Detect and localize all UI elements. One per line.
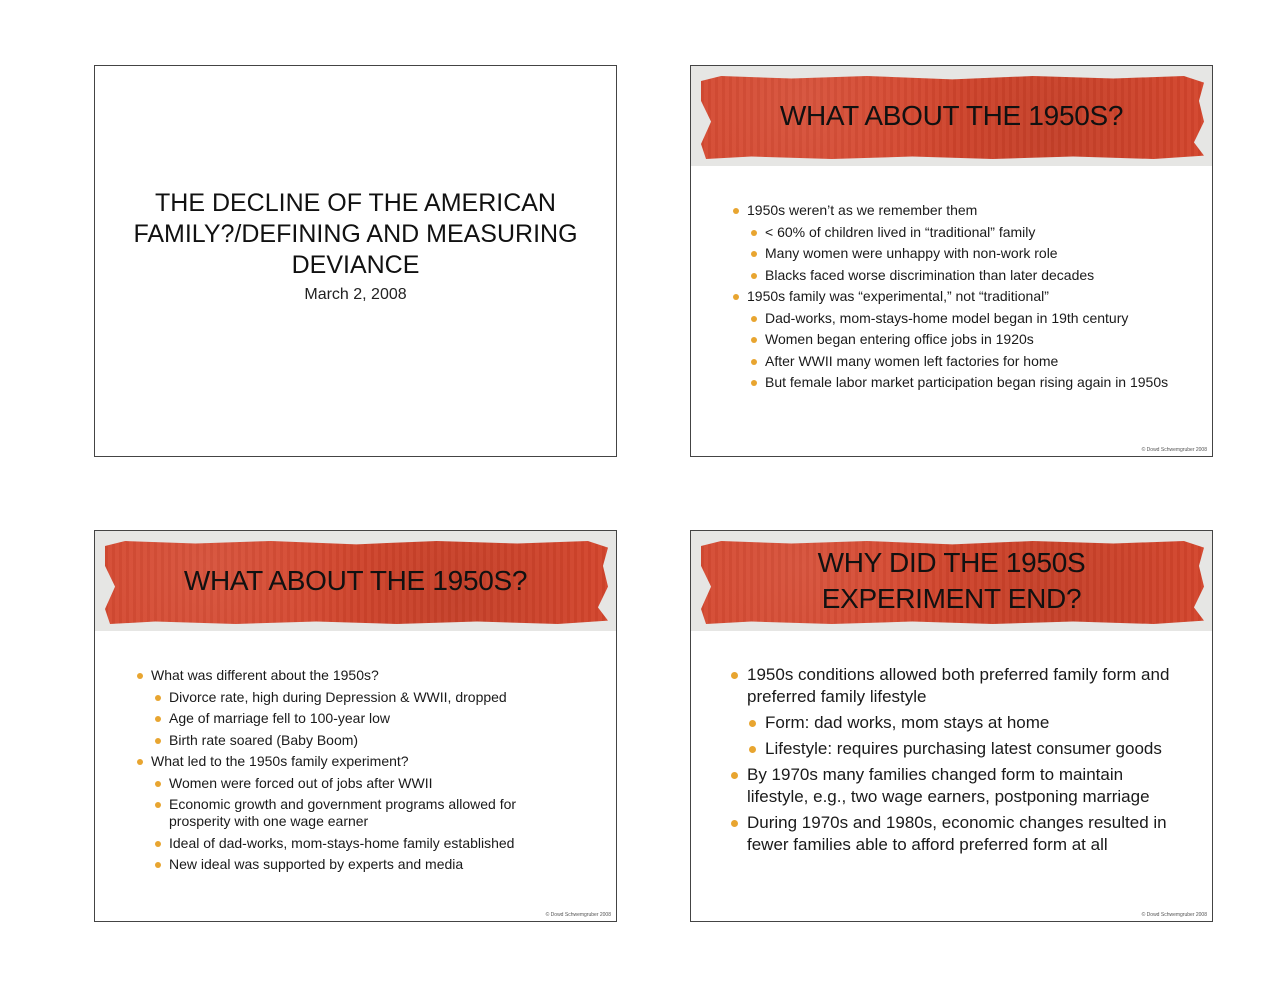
bullet-text: Many women were unhappy with non-work role	[765, 245, 1058, 261]
bullet-item	[729, 764, 1172, 808]
slide-4	[690, 530, 1213, 922]
sub-bullet-item	[729, 738, 1172, 760]
bullet-text: Ideal of dad-works, mom-stays-home family established	[169, 834, 515, 851]
sub-bullet-item	[731, 374, 1172, 391]
copyright-note: © Dowd Schwemgruber 2008	[1141, 912, 1207, 918]
slide-4-title-band	[691, 531, 1212, 631]
sub-bullet-item	[731, 224, 1172, 241]
slide-1-title-line: DEVIANCE	[291, 251, 420, 279]
bullet-item	[731, 202, 1172, 219]
slide-3-title: WHAT ABOUT THE 1950S?	[183, 565, 528, 596]
sub-bullet-item	[731, 267, 1172, 284]
slide-1-title-line: THE DECLINE OF THE AMERICAN	[155, 189, 556, 217]
sub-bullet-item	[731, 353, 1172, 370]
slide-2	[690, 65, 1213, 457]
slide-1-title	[115, 188, 596, 281]
bullet-text: < 60% of children lived in “traditional” family	[765, 223, 1036, 240]
bullet-item	[135, 667, 576, 684]
bullet-dot-icon	[751, 251, 757, 257]
bullet-dot-icon	[155, 862, 161, 868]
copyright-note: © Dowd Schwemgruber 2008	[1141, 447, 1207, 453]
bullet-dot-icon	[749, 746, 756, 753]
slide-3-title-band	[95, 531, 616, 631]
sub-bullet-item	[731, 245, 1172, 262]
bullet-dot-icon	[751, 230, 757, 236]
slide-1-date: March 2, 2008	[304, 286, 407, 303]
slide-2-title-band	[691, 66, 1212, 166]
slide-4-bullet-list	[729, 664, 1172, 860]
bullet-dot-icon	[137, 759, 143, 765]
sub-bullet-item	[135, 710, 576, 727]
bullet-item	[729, 664, 1172, 708]
slide-1-title-line: FAMILY?/DEFINING AND MEASURING	[133, 220, 578, 248]
bullet-text: Economic growth and government programs allowed for prosperity with one wage earner	[169, 796, 517, 829]
slide-2-title: WHAT ABOUT THE 1950S?	[779, 100, 1124, 131]
bullet-text: Age of marriage fell to 100-year low	[169, 710, 390, 726]
sub-bullet-item	[135, 856, 576, 873]
slide-4-title	[691, 531, 1212, 631]
bullet-dot-icon	[137, 673, 143, 679]
bullet-text: 1950s conditions allowed both preferred family form and preferred family lifestyle	[747, 665, 1170, 706]
bullet-dot-icon	[155, 802, 161, 808]
slide-1	[94, 65, 617, 457]
bullet-dot-icon	[155, 781, 161, 787]
bullet-dot-icon	[731, 672, 738, 679]
bullet-item	[731, 288, 1172, 305]
sub-bullet-item	[135, 796, 576, 830]
bullet-dot-icon	[155, 738, 161, 744]
bullet-dot-icon	[751, 337, 757, 343]
bullet-dot-icon	[749, 720, 756, 727]
bullet-text: New ideal was supported by experts and media	[169, 856, 464, 872]
bullet-dot-icon	[733, 294, 739, 300]
bullet-text: 1950s family was “experimental,” not “traditional”	[747, 288, 1049, 304]
sub-bullet-item	[731, 331, 1172, 348]
bullet-text: Lifestyle: requires purchasing latest consumer goods	[765, 739, 1162, 758]
bullet-item	[135, 753, 576, 770]
bullet-dot-icon	[155, 695, 161, 701]
bullet-dot-icon	[751, 316, 757, 322]
bullet-dot-icon	[731, 772, 738, 779]
bullet-text: But female labor market participation began rising again in 1950s	[765, 374, 1169, 390]
bullet-text: Women began entering office jobs in 1920s	[765, 331, 1034, 347]
bullet-dot-icon	[751, 273, 757, 279]
sub-bullet-item	[135, 732, 576, 749]
slide-4-title-line: WHY DID THE 1950S	[817, 547, 1086, 578]
bullet-dot-icon	[155, 841, 161, 847]
slide-3	[94, 530, 617, 922]
bullet-text: Women were forced out of jobs after WWII	[169, 774, 433, 791]
sub-bullet-item	[135, 835, 576, 852]
copyright-note: © Dowd Schwemgruber 2008	[545, 912, 611, 918]
bullet-text: 1950s weren’t as we remember them	[747, 202, 978, 218]
sub-bullet-item	[729, 712, 1172, 734]
bullet-text: What was different about the 1950s?	[151, 667, 379, 683]
bullet-dot-icon	[751, 359, 757, 365]
bullet-text: After WWII many women left factories for home	[765, 352, 1059, 369]
bullet-dot-icon	[733, 208, 739, 214]
bullet-dot-icon	[731, 820, 738, 827]
sub-bullet-item	[135, 689, 576, 706]
bullet-dot-icon	[155, 716, 161, 722]
bullet-text: During 1970s and 1980s, economic changes resulted in fewer families able to afford preferred form at all	[747, 813, 1167, 854]
bullet-item	[729, 812, 1172, 856]
slide-3-bullet-list	[135, 667, 576, 878]
bullet-text: Birth rate soared (Baby Boom)	[169, 731, 359, 748]
slide-2-bullet-list	[731, 202, 1172, 396]
bullet-text: What led to the 1950s family experiment?	[151, 753, 409, 769]
bullet-text: Dad-works, mom-stays-home model began in 19th century	[765, 309, 1129, 326]
sub-bullet-item	[135, 775, 576, 792]
sub-bullet-item	[731, 310, 1172, 327]
bullet-text: Blacks faced worse discrimination than later decades	[765, 266, 1095, 283]
bullet-text: Divorce rate, high during Depression & WWII, dropped	[169, 688, 507, 705]
slide-4-title-line: EXPERIMENT END?	[821, 583, 1082, 614]
bullet-text: Form: dad works, mom stays at home	[765, 713, 1050, 732]
bullet-dot-icon	[751, 380, 757, 386]
bullet-text: By 1970s many families changed form to maintain lifestyle, e.g., two wage earners, postponing marriage	[747, 765, 1150, 806]
